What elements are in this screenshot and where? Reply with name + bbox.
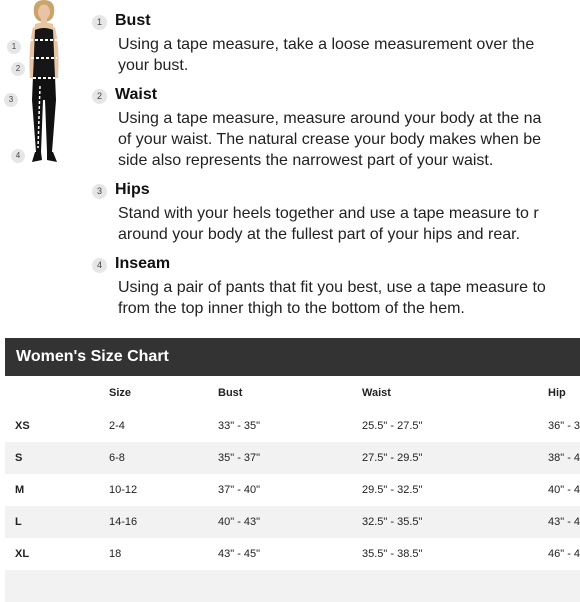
step-description	[118, 203, 539, 245]
bust-value: 40" - 43"	[218, 516, 261, 528]
step-description-line: Using a tape measure, measure around your body at the na	[118, 110, 542, 127]
step-title: Hips	[115, 181, 150, 198]
bust-value: 37" - 40"	[218, 484, 261, 496]
step-title: Waist	[115, 86, 158, 103]
step-number-badge: 2	[92, 89, 107, 104]
bust-value: 35" - 37"	[218, 452, 261, 464]
size-number: 2-4	[109, 420, 125, 432]
waist-value: 35.5" - 38.5"	[362, 548, 423, 560]
step-description-line: Using a tape measure, take a loose measurement over the	[118, 36, 535, 53]
hip-value: 40" - 4	[548, 484, 580, 496]
size-label: S	[15, 452, 23, 464]
table-row	[5, 442, 580, 474]
table-row-partial	[5, 570, 580, 602]
bust-value: 33" - 35"	[218, 420, 261, 432]
step-description-line: your bust.	[118, 57, 189, 74]
step-description	[118, 277, 546, 319]
hip-value: 36" - 3	[548, 420, 580, 432]
step-number-badge: 4	[92, 258, 107, 273]
column-header-hip: Hip	[548, 387, 566, 399]
step-description	[118, 108, 541, 171]
table-row	[5, 506, 580, 538]
size-number: 14-16	[109, 516, 138, 528]
table-row	[5, 538, 580, 570]
step-description-line: Stand with your heels together and use a tape measure to r	[118, 205, 539, 222]
size-number: 18	[109, 548, 122, 560]
table-row	[5, 474, 580, 506]
size-label: XL	[15, 548, 30, 560]
size-label: M	[15, 484, 25, 496]
hip-value: 46" - 4	[548, 548, 580, 560]
step-number-badge: 3	[92, 184, 107, 199]
step-number-badge: 1	[92, 15, 107, 30]
waist-value: 32.5" - 35.5"	[362, 516, 423, 528]
hip-value: 43" - 4	[548, 516, 580, 528]
figure-marker-hips: 3	[4, 93, 18, 107]
size-number: 6-8	[109, 452, 125, 464]
size-number: 10-12	[109, 484, 138, 496]
column-header-waist: Waist	[362, 387, 391, 399]
figure-marker-bust: 1	[7, 40, 21, 54]
step-description-line: of your waist. The natural crease your body makes when be	[118, 131, 542, 148]
step-title: Bust	[115, 12, 151, 29]
hip-value: 38" - 4	[548, 452, 580, 464]
size-label: XS	[15, 420, 30, 432]
column-header-bust: Bust	[218, 387, 243, 399]
size-chart-header	[5, 338, 580, 376]
measurement-figure	[0, 0, 90, 180]
size-chart-table	[5, 376, 580, 602]
step-description-line: from the top inner thigh to the bottom of the hem.	[118, 300, 465, 317]
size-label: L	[15, 516, 22, 528]
step-title: Inseam	[115, 255, 171, 272]
waist-value: 29.5" - 32.5"	[362, 484, 423, 496]
size-chart-title: Women's Size Chart	[16, 348, 169, 365]
table-row	[5, 410, 580, 442]
waist-value: 25.5" - 27.5"	[362, 420, 423, 432]
figure-marker-waist: 2	[11, 62, 25, 76]
column-header-size: Size	[109, 387, 132, 399]
step-description-line: side also represents the narrowest part of your waist.	[118, 152, 494, 169]
step-description-line: Using a pair of pants that fit you best, use a tape measure to	[118, 279, 546, 296]
step-description-line: around your body at the fullest part of your hips and rear.	[118, 226, 521, 243]
table-header-row	[5, 376, 580, 410]
waist-value: 27.5" - 29.5"	[362, 452, 423, 464]
bust-value: 43" - 45"	[218, 548, 261, 560]
figure-marker-inseam: 4	[11, 149, 25, 163]
step-description	[118, 34, 534, 76]
